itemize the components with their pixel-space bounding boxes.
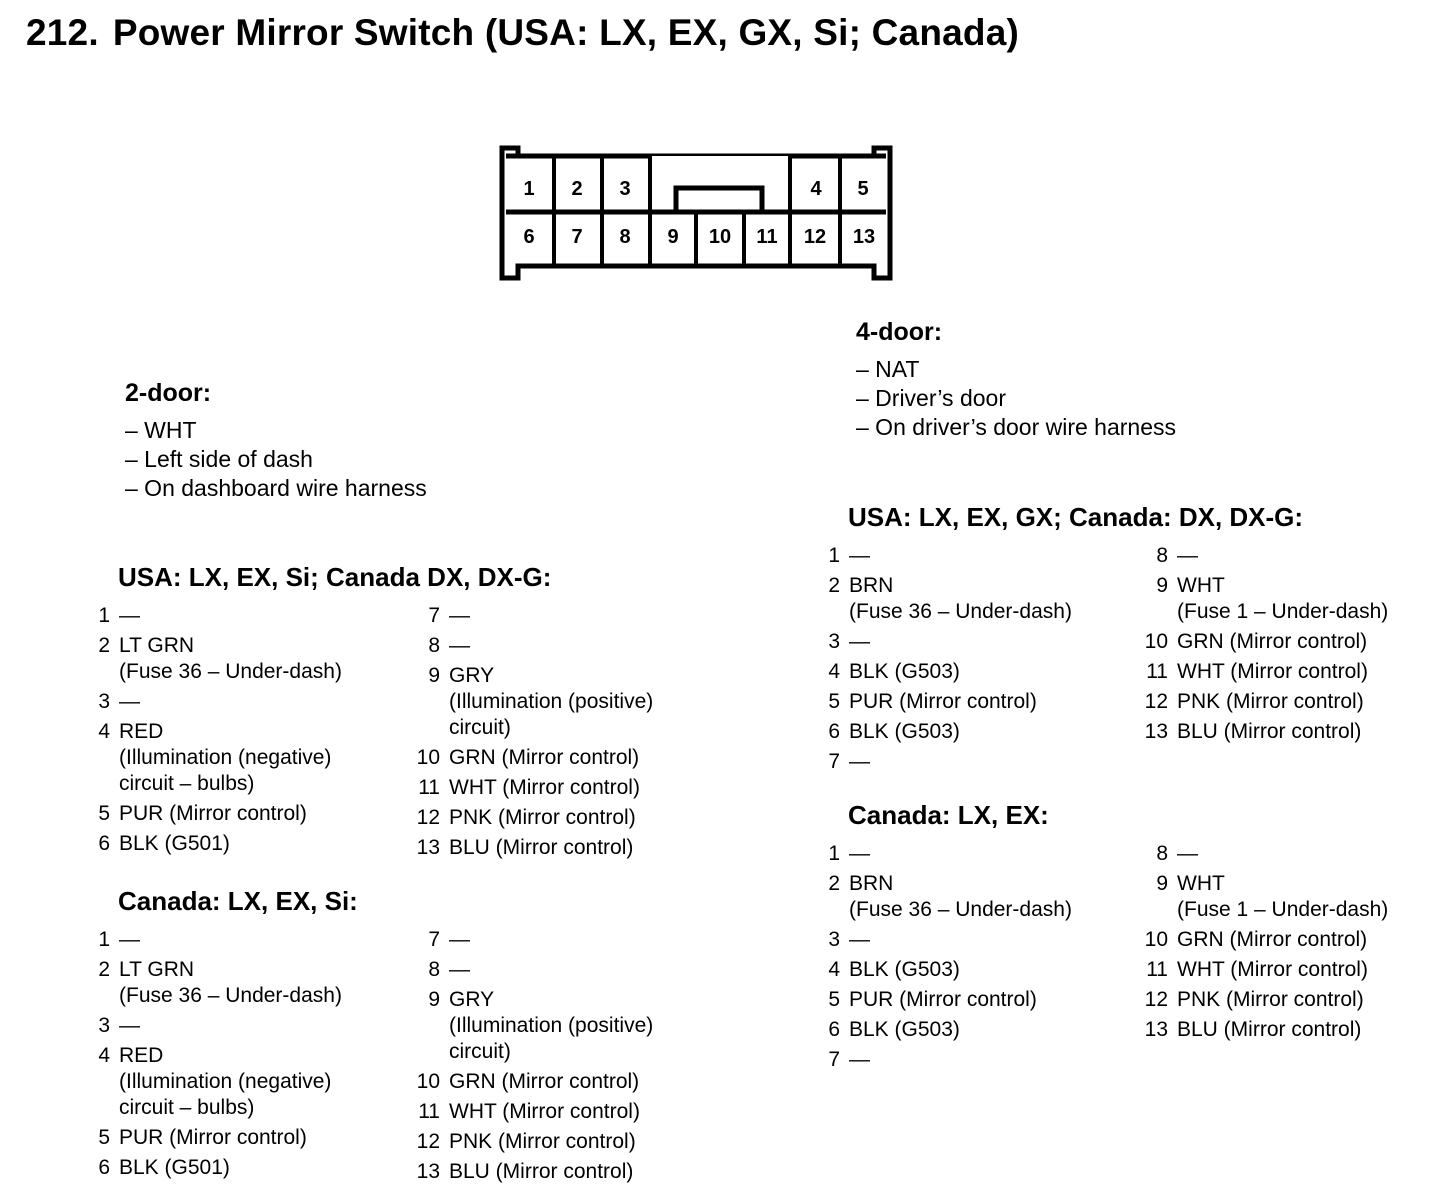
wire-color: BLK (G503)	[849, 660, 960, 683]
pin-description	[840, 689, 1037, 715]
pin-description	[1168, 689, 1364, 715]
pin-number: 1	[828, 842, 840, 865]
pin-description	[110, 831, 230, 857]
pin-row	[412, 835, 653, 861]
pin-column-right	[1140, 841, 1388, 1047]
wire-color: WHT (Mirror control)	[449, 776, 640, 799]
pin-column-left	[92, 927, 342, 1185]
pin-number: 13	[416, 836, 440, 859]
pin-row	[1140, 719, 1388, 745]
pin-row	[412, 775, 653, 801]
wire-color: —	[849, 842, 870, 865]
pin-description	[110, 719, 331, 797]
pin-number: 7	[428, 604, 440, 627]
pin-label: 11	[756, 226, 778, 248]
wire-color: GRN (Mirror control)	[1177, 928, 1368, 951]
pin-description	[840, 927, 870, 953]
pin-description	[440, 663, 653, 741]
pin-description	[440, 987, 653, 1065]
two-door-heading: 2-door:	[125, 379, 212, 407]
wire-color: BLK (G501)	[119, 1156, 230, 1179]
pin-description	[1168, 927, 1367, 953]
pin-number: 13	[416, 1160, 440, 1183]
wire-color: —	[119, 1014, 140, 1037]
pin-row	[1140, 927, 1388, 953]
pin-description	[840, 871, 1072, 923]
pin-row	[92, 1013, 342, 1039]
pin-description	[110, 801, 307, 827]
pin-number: 11	[1146, 660, 1168, 683]
wire-color: PUR (Mirror control)	[119, 802, 307, 825]
pin-number: 4	[98, 1044, 110, 1067]
four-door-line: – NAT	[856, 356, 920, 382]
pin-number: 9	[428, 988, 440, 1011]
pin-number: 10	[416, 1070, 440, 1093]
pin-number: 7	[828, 750, 840, 773]
pin-number: 1	[98, 604, 110, 627]
pin-number: 10	[416, 746, 440, 769]
pin-number: 3	[828, 928, 840, 951]
pin-row	[1140, 957, 1388, 983]
pin-column-right	[1140, 543, 1388, 749]
section-heading: USA: LX, EX, GX; Canada: DX, DX-G:	[848, 502, 1304, 532]
wire-color: —	[119, 604, 140, 627]
pin-number: 13	[1144, 720, 1168, 743]
wire-color: PNK (Mirror control)	[449, 806, 636, 829]
wire-color: BLK (G503)	[849, 958, 960, 981]
two-door-line: – Left side of dash	[125, 446, 313, 472]
pin-number: 2	[828, 574, 840, 597]
four-door-info	[856, 318, 1176, 442]
pin-description	[440, 957, 470, 983]
pin-number: 12	[416, 806, 440, 829]
bottom-row-cells	[554, 212, 840, 266]
pin-row	[822, 629, 1072, 655]
pin-label: 13	[852, 226, 876, 248]
pin-row	[412, 1069, 653, 1095]
pin-number: 3	[98, 690, 110, 713]
pin-table-usa-4door	[822, 502, 1389, 773]
wire-color: BLK (G501)	[119, 832, 230, 855]
pin-row	[822, 573, 1072, 625]
pin-column-right	[412, 603, 653, 865]
wire-color: —	[849, 630, 870, 653]
pin-description	[1168, 719, 1361, 745]
pin-description	[440, 805, 636, 831]
two-door-info	[125, 379, 427, 503]
wire-color: BLU (Mirror control)	[449, 836, 634, 859]
wire-note: (Fuse 1 – Under-dash)	[1177, 898, 1389, 921]
pin-row	[822, 957, 1072, 983]
pin-number: 3	[98, 1014, 110, 1037]
pin-row	[1140, 1017, 1388, 1043]
pin-description	[110, 1155, 230, 1181]
wire-note: (Illumination (positive)	[449, 1014, 654, 1037]
wire-note: (Fuse 36 – Under-dash)	[119, 984, 342, 1007]
pin-label: 5	[857, 178, 869, 200]
pin-column-left	[822, 841, 1072, 1077]
wire-note: (Illumination (positive)	[449, 690, 654, 713]
wire-color: —	[119, 928, 140, 951]
section-heading: Canada: LX, EX:	[848, 800, 1049, 830]
wire-color: —	[449, 604, 470, 627]
pin-description	[840, 957, 960, 983]
pin-description	[110, 1013, 140, 1039]
pin-row	[1140, 629, 1388, 655]
pin-number: 12	[1144, 690, 1168, 713]
pin-row	[1140, 543, 1388, 569]
pin-number: 8	[1156, 544, 1168, 567]
pin-description	[440, 1069, 639, 1095]
pin-row	[822, 719, 1072, 745]
pin-number: 2	[98, 958, 110, 981]
pin-description	[440, 775, 640, 801]
wire-color: —	[449, 958, 470, 981]
pin-number: 5	[828, 690, 840, 713]
wire-color: —	[849, 544, 870, 567]
four-door-line: – Driver’s door	[856, 385, 1006, 411]
pin-description	[840, 1017, 960, 1043]
wire-color: —	[1177, 842, 1198, 865]
section-heading: Canada: LX, EX, Si:	[118, 886, 358, 916]
pin-number: 11	[418, 1100, 440, 1123]
pin-row	[822, 749, 1072, 775]
pin-description	[1168, 1017, 1361, 1043]
wire-note: circuit)	[449, 716, 511, 739]
wire-color: GRY	[449, 988, 495, 1011]
wire-color: PUR (Mirror control)	[119, 1126, 307, 1149]
pin-description	[440, 633, 470, 659]
pin-description	[840, 841, 870, 867]
two-door-line: – WHT	[125, 417, 197, 443]
pin-number: 5	[98, 1126, 110, 1149]
wire-color: —	[1177, 544, 1198, 567]
pin-number: 2	[98, 634, 110, 657]
wire-color: —	[449, 928, 470, 951]
pin-row	[1140, 659, 1388, 685]
pin-number: 8	[428, 958, 440, 981]
pin-number: 6	[828, 720, 840, 743]
wire-color: BLU (Mirror control)	[1177, 1018, 1362, 1041]
pin-row	[822, 1047, 1072, 1073]
pin-row	[412, 603, 653, 629]
pin-row	[822, 927, 1072, 953]
pin-row	[412, 633, 653, 659]
connector-key	[650, 156, 790, 212]
pin-description	[1168, 573, 1388, 625]
section-heading: USA: LX, EX, Si; Canada DX, DX-G:	[118, 562, 552, 592]
pin-description	[840, 629, 870, 655]
pin-number: 9	[428, 664, 440, 687]
two-door-line: – On dashboard wire harness	[125, 475, 427, 501]
wire-note: (Fuse 36 – Under-dash)	[119, 660, 342, 683]
pin-number: 5	[828, 988, 840, 1011]
pin-description	[440, 1129, 636, 1155]
wire-color: WHT (Mirror control)	[1177, 958, 1368, 981]
pin-table-canada-2door	[92, 886, 654, 1183]
pin-row	[1140, 871, 1388, 923]
pin-description	[440, 1099, 640, 1125]
pin-description	[1168, 841, 1198, 867]
page-title-text: Power Mirror Switch (USA: LX, EX, GX, Si; Canada)	[112, 12, 1019, 53]
pin-description	[840, 987, 1037, 1013]
page-number: 212.	[26, 12, 99, 53]
pin-number: 12	[1144, 988, 1168, 1011]
connector-svg	[498, 144, 896, 284]
pin-description	[440, 745, 639, 771]
wire-color: GRN (Mirror control)	[449, 1070, 640, 1093]
pin-label: 1	[523, 178, 535, 200]
wire-color: PNK (Mirror control)	[1177, 690, 1364, 713]
wire-note: (Fuse 36 – Under-dash)	[849, 898, 1072, 921]
wire-color: PNK (Mirror control)	[449, 1130, 636, 1153]
pin-description	[1168, 871, 1388, 923]
pin-number: 8	[1156, 842, 1168, 865]
wire-note: circuit)	[449, 1040, 511, 1063]
wire-note: (Fuse 1 – Under-dash)	[1177, 600, 1389, 623]
wire-color: BLK (G503)	[849, 720, 960, 743]
pin-column-left	[92, 603, 342, 861]
pin-number: 13	[1144, 1018, 1168, 1041]
pin-description	[840, 659, 960, 685]
pin-label: 8	[619, 226, 631, 248]
pin-number: 6	[98, 832, 110, 855]
wire-color: GRN (Mirror control)	[1177, 630, 1368, 653]
pin-description	[1168, 987, 1364, 1013]
wire-color: RED	[119, 720, 164, 743]
pin-label: 7	[571, 226, 583, 248]
wire-note: (Fuse 36 – Under-dash)	[849, 600, 1072, 623]
pin-row	[412, 1129, 653, 1155]
wire-note: (Illumination (negative)	[119, 746, 332, 769]
pin-number: 3	[828, 630, 840, 653]
pin-row	[1140, 841, 1388, 867]
pin-label: 4	[810, 178, 822, 200]
pin-number: 12	[416, 1130, 440, 1153]
pin-number: 6	[98, 1156, 110, 1179]
pin-row	[1140, 689, 1388, 715]
pin-number: 4	[828, 660, 840, 683]
wire-color: —	[849, 1048, 870, 1071]
pin-table-usa-2door	[92, 562, 654, 859]
pin-description	[440, 835, 633, 861]
pin-description	[440, 1159, 633, 1185]
wire-note: circuit – bulbs)	[119, 1096, 255, 1119]
pin-row	[92, 633, 342, 685]
pin-description	[840, 719, 960, 745]
pin-number: 11	[418, 776, 440, 799]
pin-description	[440, 603, 470, 629]
pin-row	[92, 957, 342, 1009]
pin-number: 11	[1146, 958, 1168, 981]
pin-row	[822, 1017, 1072, 1043]
wire-color: RED	[119, 1044, 164, 1067]
pin-label: 10	[708, 226, 732, 248]
pin-number: 6	[828, 1018, 840, 1041]
pin-row	[822, 689, 1072, 715]
wire-color: —	[119, 690, 140, 713]
pin-row	[822, 659, 1072, 685]
four-door-heading: 4-door:	[856, 318, 943, 346]
pin-row	[92, 719, 342, 797]
pin-row	[412, 957, 653, 983]
pin-description	[110, 603, 140, 629]
wire-color: WHT	[1177, 574, 1225, 597]
wire-color: BLK (G503)	[849, 1018, 960, 1041]
pin-row	[822, 841, 1072, 867]
pin-description	[110, 957, 342, 1009]
pin-description	[840, 749, 870, 775]
pin-description	[1168, 629, 1367, 655]
pin-number: 5	[98, 802, 110, 825]
pin-description	[110, 1043, 331, 1121]
pin-row	[92, 1043, 342, 1121]
pin-row	[92, 603, 342, 629]
pin-row	[92, 831, 342, 857]
pin-description	[840, 573, 1072, 625]
four-door-line: – On driver’s door wire harness	[856, 414, 1177, 440]
wire-color: LT GRN	[119, 958, 195, 981]
wire-color: —	[849, 928, 870, 951]
pin-row	[92, 689, 342, 715]
pin-row	[822, 987, 1072, 1013]
wire-color: LT GRN	[119, 634, 195, 657]
wire-color: —	[849, 750, 870, 773]
pin-description	[110, 927, 140, 953]
pin-number: 1	[828, 544, 840, 567]
pin-number: 4	[828, 958, 840, 981]
page-title	[26, 12, 1019, 54]
connector-diagram	[498, 144, 896, 284]
pin-description	[110, 689, 140, 715]
pin-description	[440, 927, 470, 953]
pin-row	[412, 987, 653, 1065]
pin-row	[822, 543, 1072, 569]
wire-color: BRN	[849, 872, 894, 895]
wire-color: BRN	[849, 574, 894, 597]
pin-label: 6	[523, 226, 535, 248]
pin-row	[412, 663, 653, 741]
wire-color: BLU (Mirror control)	[1177, 720, 1362, 743]
pin-number: 2	[828, 872, 840, 895]
pin-table-canada-4door	[822, 800, 1389, 1071]
wire-color: PUR (Mirror control)	[849, 690, 1037, 713]
wire-color: WHT	[1177, 872, 1225, 895]
pin-number: 10	[1144, 630, 1168, 653]
pin-column-left	[822, 543, 1072, 779]
pin-number: 4	[98, 720, 110, 743]
wire-color: PNK (Mirror control)	[1177, 988, 1364, 1011]
pin-number: 8	[428, 634, 440, 657]
pin-number: 9	[1156, 574, 1168, 597]
pin-column-right	[412, 927, 653, 1189]
wire-color: —	[449, 634, 470, 657]
pin-row	[92, 927, 342, 953]
pin-label: 2	[571, 178, 583, 200]
pin-row	[412, 745, 653, 771]
pin-number: 1	[98, 928, 110, 951]
wire-color: PUR (Mirror control)	[849, 988, 1037, 1011]
pin-number: 7	[828, 1048, 840, 1071]
pin-row	[92, 1125, 342, 1151]
pin-description	[1168, 543, 1198, 569]
wire-color: WHT (Mirror control)	[449, 1100, 640, 1123]
pin-row	[412, 1159, 653, 1185]
wire-color: GRN (Mirror control)	[449, 746, 640, 769]
pin-row	[1140, 987, 1388, 1013]
wire-note: circuit – bulbs)	[119, 772, 255, 795]
pin-label: 3	[619, 178, 631, 200]
pin-description	[1168, 659, 1368, 685]
wire-note: (Illumination (negative)	[119, 1070, 332, 1093]
pin-description	[840, 543, 870, 569]
pin-number: 7	[428, 928, 440, 951]
pin-number: 10	[1144, 928, 1168, 951]
pin-label: 9	[667, 226, 679, 248]
pin-description	[840, 1047, 870, 1073]
wire-color: WHT (Mirror control)	[1177, 660, 1368, 683]
pin-row	[1140, 573, 1388, 625]
pin-row	[412, 805, 653, 831]
pin-description	[110, 1125, 307, 1151]
pin-row	[92, 801, 342, 827]
wire-color: BLU (Mirror control)	[449, 1160, 634, 1183]
pin-number: 9	[1156, 872, 1168, 895]
pin-row	[412, 1099, 653, 1125]
wire-color: GRY	[449, 664, 495, 687]
pin-row	[92, 1155, 342, 1181]
pin-label: 12	[803, 226, 827, 248]
pin-row	[822, 871, 1072, 923]
pin-row	[412, 927, 653, 953]
pin-description	[110, 633, 342, 685]
pin-description	[1168, 957, 1368, 983]
